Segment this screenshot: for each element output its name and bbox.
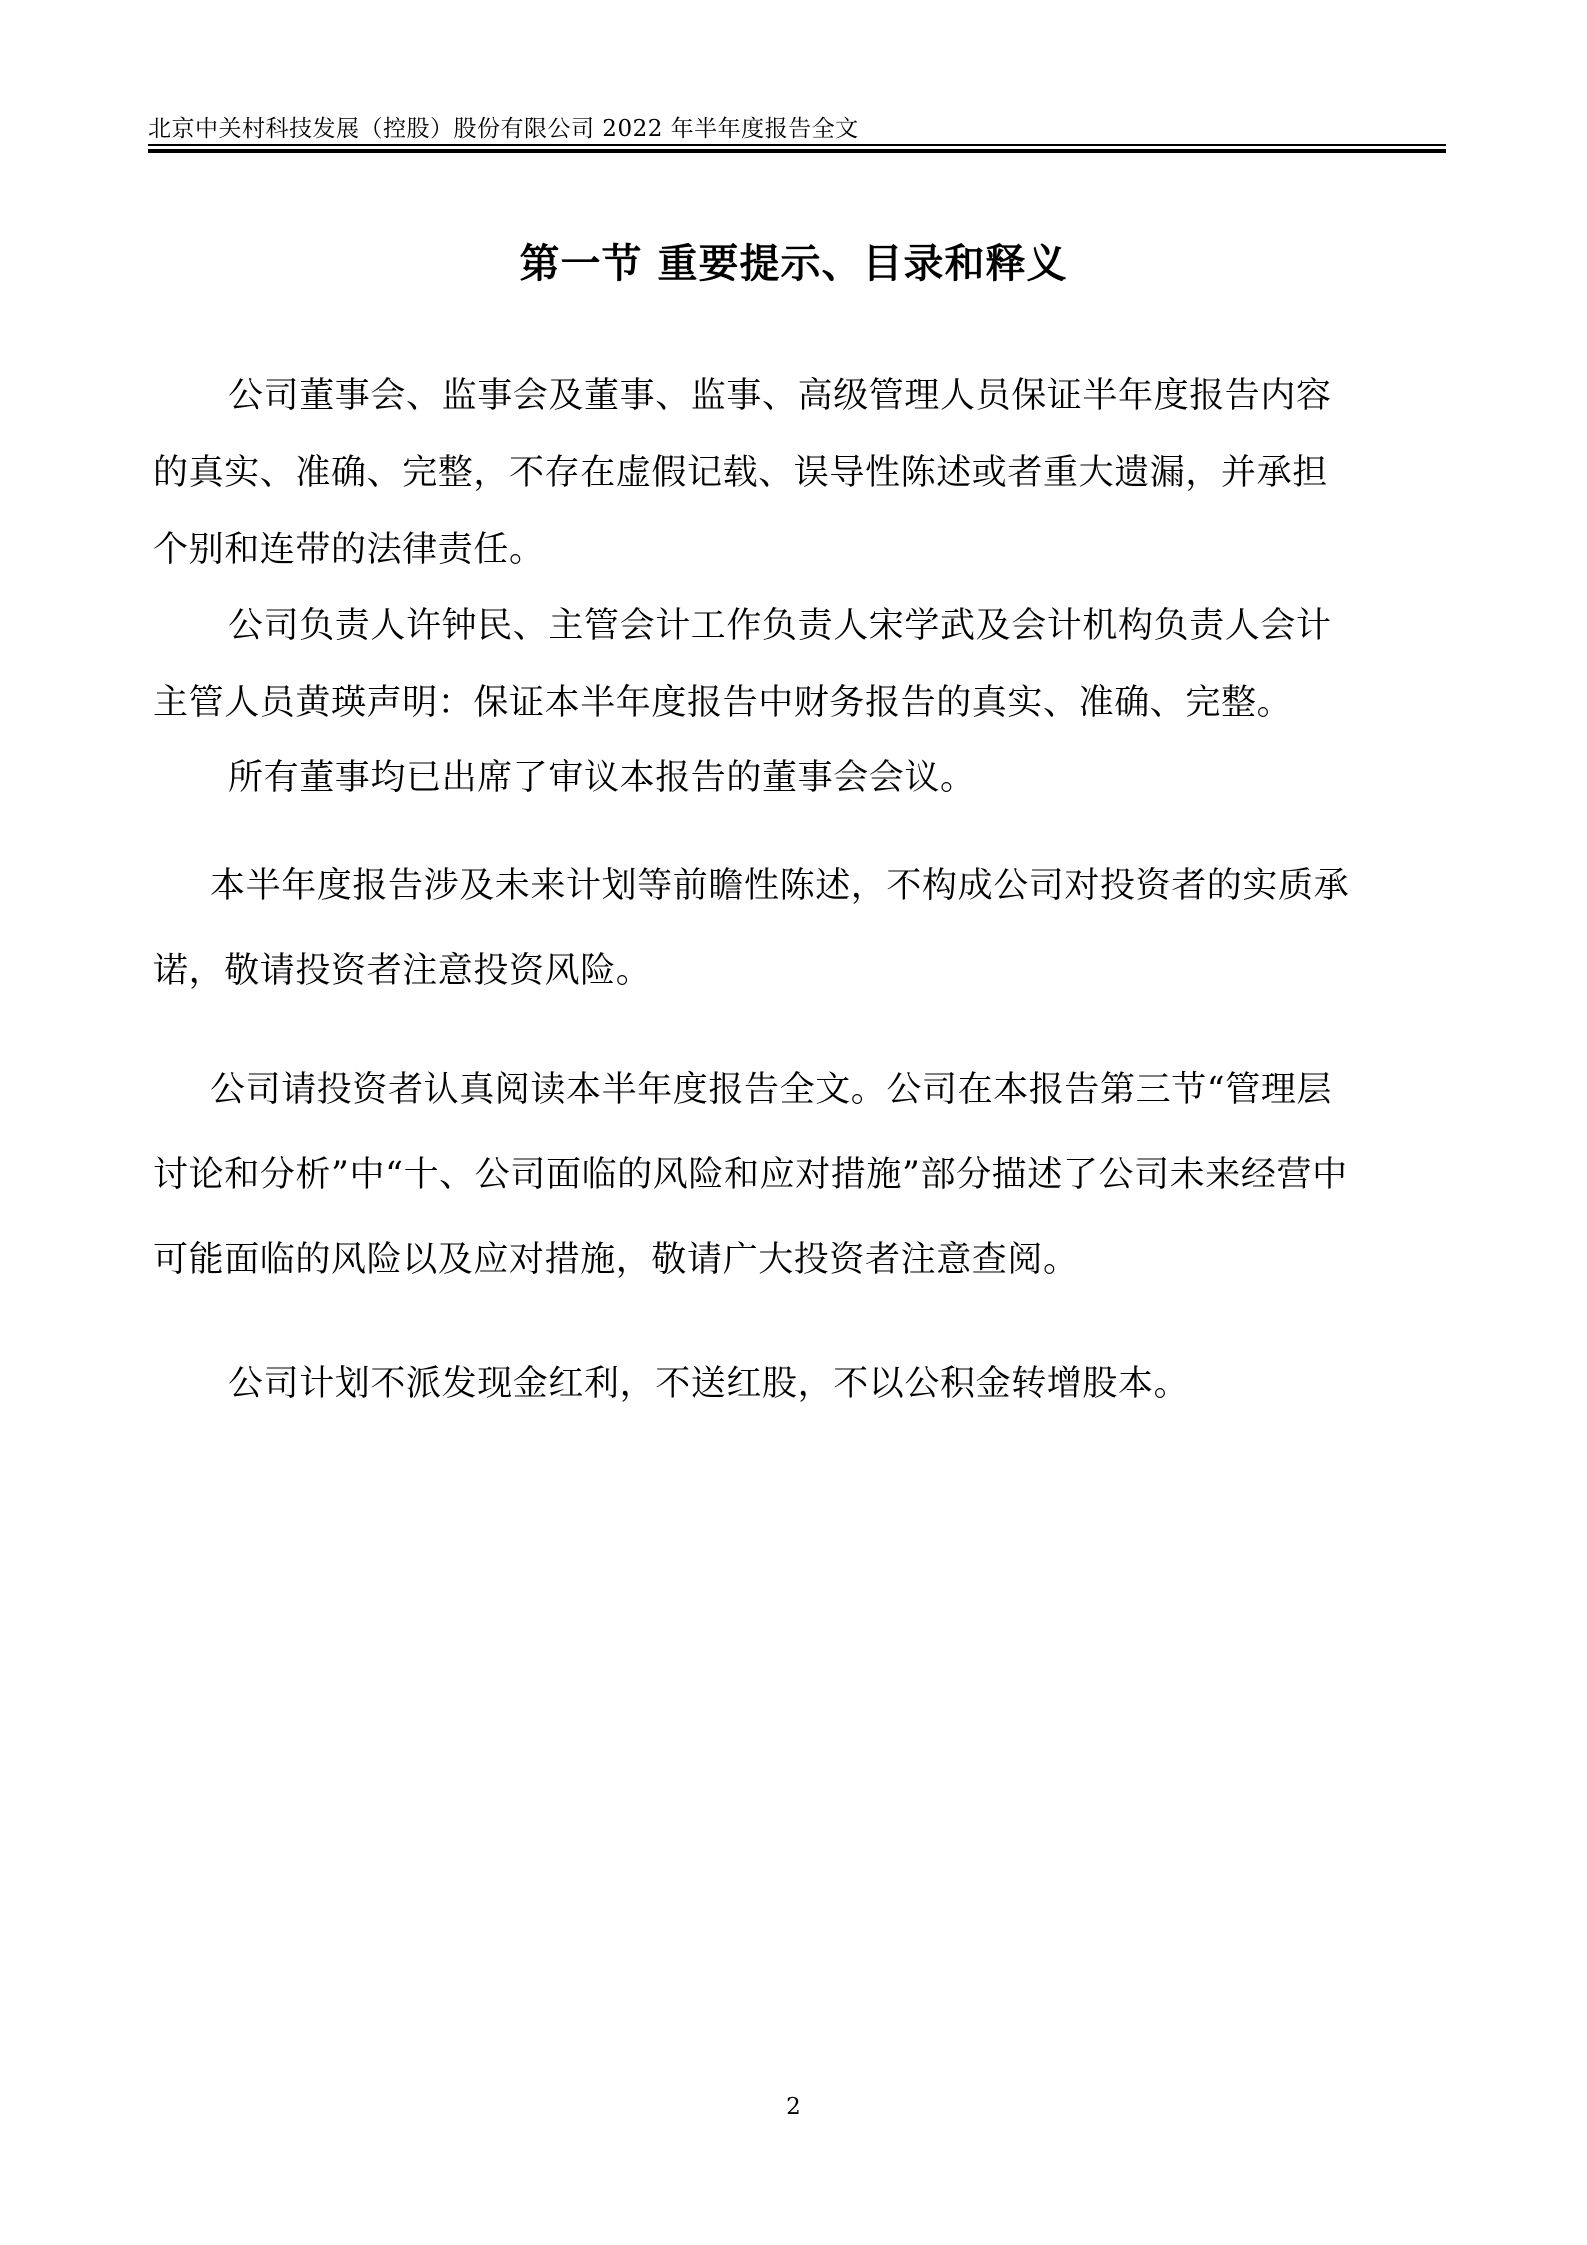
paragraph-line: 公司董事会、监事会及董事、监事、高级管理人员保证半年度报告内容 [228, 376, 1332, 416]
header-rule-thick [148, 149, 1446, 153]
paragraph-line: 讨论和分析”中“十、公司面临的风险和应对措施”部分描述了公司未来经营中 [153, 1155, 1348, 1195]
paragraph-line: 所有董事均已出席了审议本报告的董事会会议。 [228, 758, 976, 798]
paragraph-line: 的真实、准确、完整，不存在虚假记载、误导性陈述或者重大遗漏，并承担 [153, 453, 1328, 493]
paragraph-line: 主管人员黄瑛声明：保证本半年度报告中财务报告的真实、准确、完整。 [153, 683, 1293, 723]
paragraph-line: 诺，敬请投资者注意投资风险。 [153, 951, 652, 991]
page-number: 2 [786, 2094, 801, 2120]
header-rule-thin [148, 144, 1446, 146]
paragraph-line: 公司请投资者认真阅读本半年度报告全文。公司在本报告第三节“管理层 [210, 1070, 1333, 1110]
paragraph-line: 个别和连带的法律责任。 [153, 530, 545, 570]
document-header-title: 北京中关村科技发展（控股）股份有限公司 2022 年半年度报告全文 [148, 116, 859, 142]
section-title: 第一节 重要提示、目录和释义 [519, 240, 1068, 287]
paragraph-line: 公司计划不派发现金红利，不送红股，不以公积金转增股本。 [228, 1364, 1190, 1404]
paragraph-line: 公司负责人许钟民、主管会计工作负责人宋学武及会计机构负责人会计 [228, 606, 1332, 646]
paragraph-line: 可能面临的风险以及应对措施，敬请广大投资者注意查阅。 [153, 1240, 1079, 1280]
paragraph-line: 本半年度报告涉及未来计划等前瞻性陈述，不构成公司对投资者的实质承 [210, 866, 1350, 906]
